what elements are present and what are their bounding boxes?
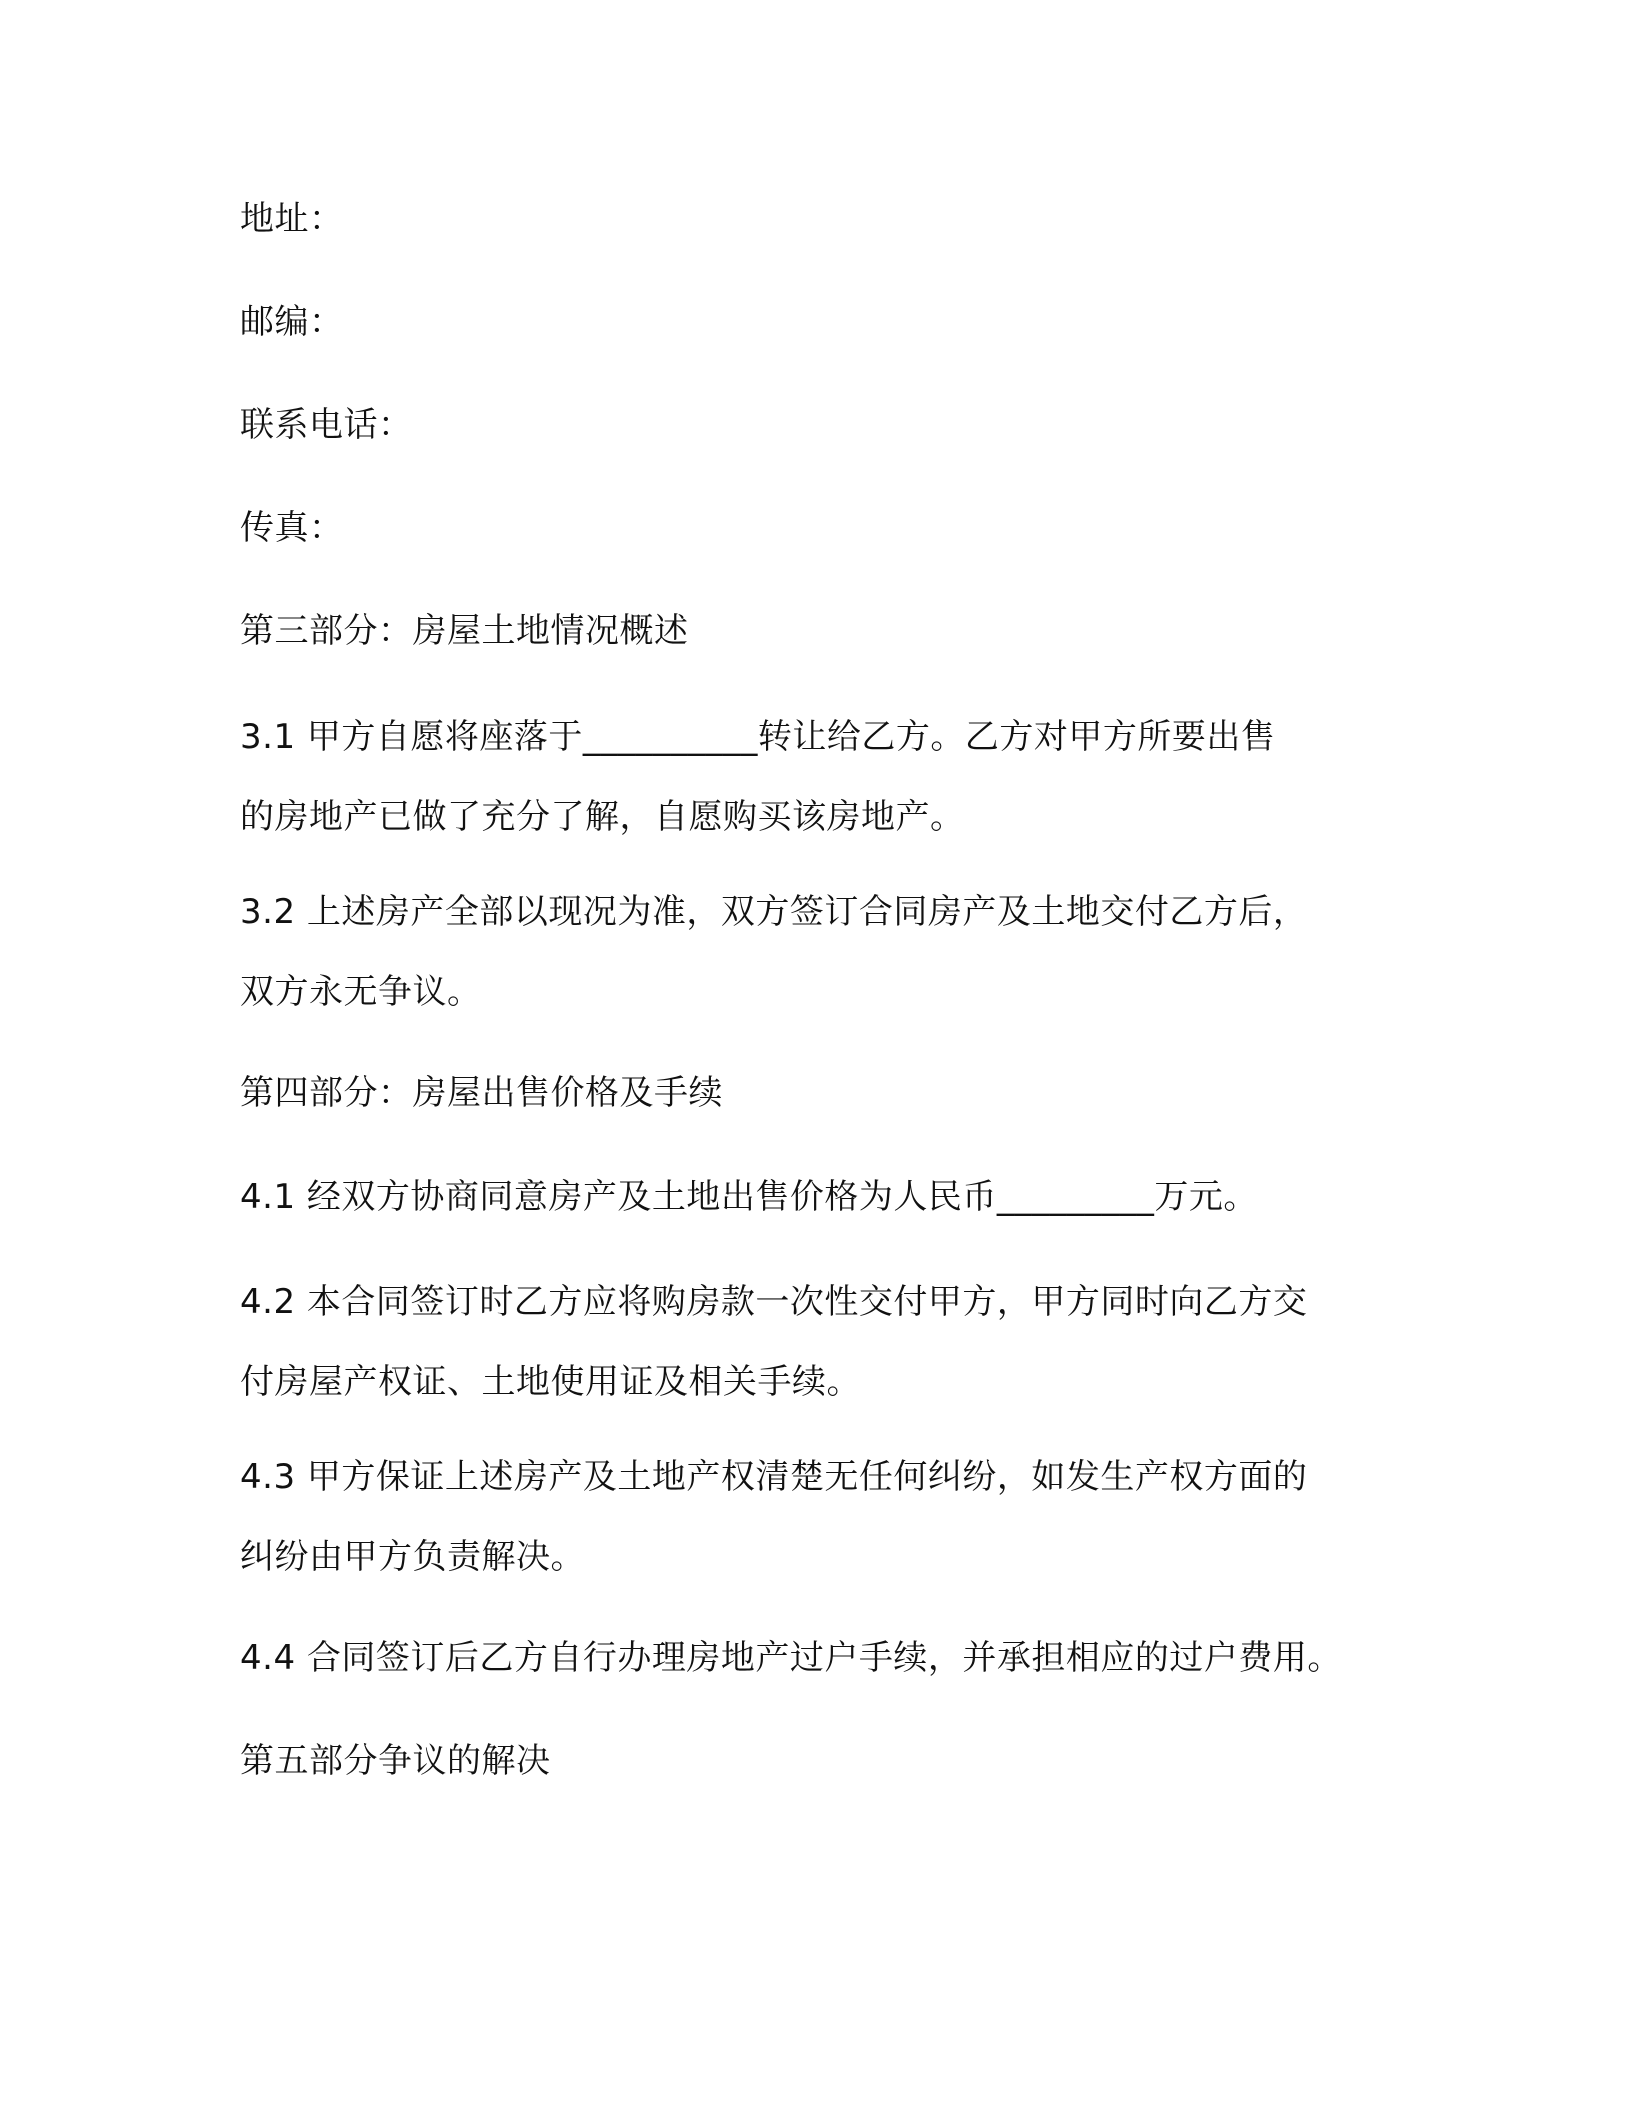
address-label: 地址： — [240, 199, 344, 239]
clause-3-2 — [240, 872, 1420, 1032]
clause-4-1: 4.1 经双方协商同意房产及土地出售价格为人民币_________万元。 — [240, 1177, 1258, 1217]
clause-4-2 — [240, 1262, 1420, 1422]
section-5-title: 第五部分争议的解决 — [240, 1741, 551, 1781]
clause-3-1-line-2: 的房地产已做了充分了解，自愿购买该房地产。 — [240, 797, 965, 837]
postcode-label: 邮编： — [240, 302, 344, 342]
fax-label: 传真： — [240, 508, 344, 548]
clause-4-2-line-1: 4.2 本合同签订时乙方应将购房款一次性交付甲方，甲方同时向乙方交 — [240, 1282, 1308, 1322]
clause-4-3-line-2: 纠纷由甲方负责解决。 — [240, 1537, 585, 1577]
section-4-title: 第四部分：房屋出售价格及手续 — [240, 1073, 723, 1113]
clause-4-3 — [240, 1437, 1420, 1597]
clause-3-2-line-2: 双方永无争议。 — [240, 972, 482, 1012]
clause-3-2-line-1: 3.2 上述房产全部以现况为准，双方签订合同房产及土地交付乙方后， — [240, 892, 1308, 932]
clause-3-1-line-1: 3.1 甲方自愿将座落于__________转让给乙方。乙方对甲方所要出售 — [240, 717, 1276, 757]
section-3-title: 第三部分：房屋土地情况概述 — [240, 611, 689, 651]
clause-3-1 — [240, 697, 1420, 857]
clause-4-4: 4.4 合同签订后乙方自行办理房地产过户手续，并承担相应的过户费用。 — [240, 1638, 1342, 1678]
clause-4-3-line-1: 4.3 甲方保证上述房产及土地产权清楚无任何纠纷，如发生产权方面的 — [240, 1457, 1308, 1497]
phone-label: 联系电话： — [240, 405, 413, 445]
clause-4-2-line-2: 付房屋产权证、土地使用证及相关手续。 — [240, 1362, 861, 1402]
